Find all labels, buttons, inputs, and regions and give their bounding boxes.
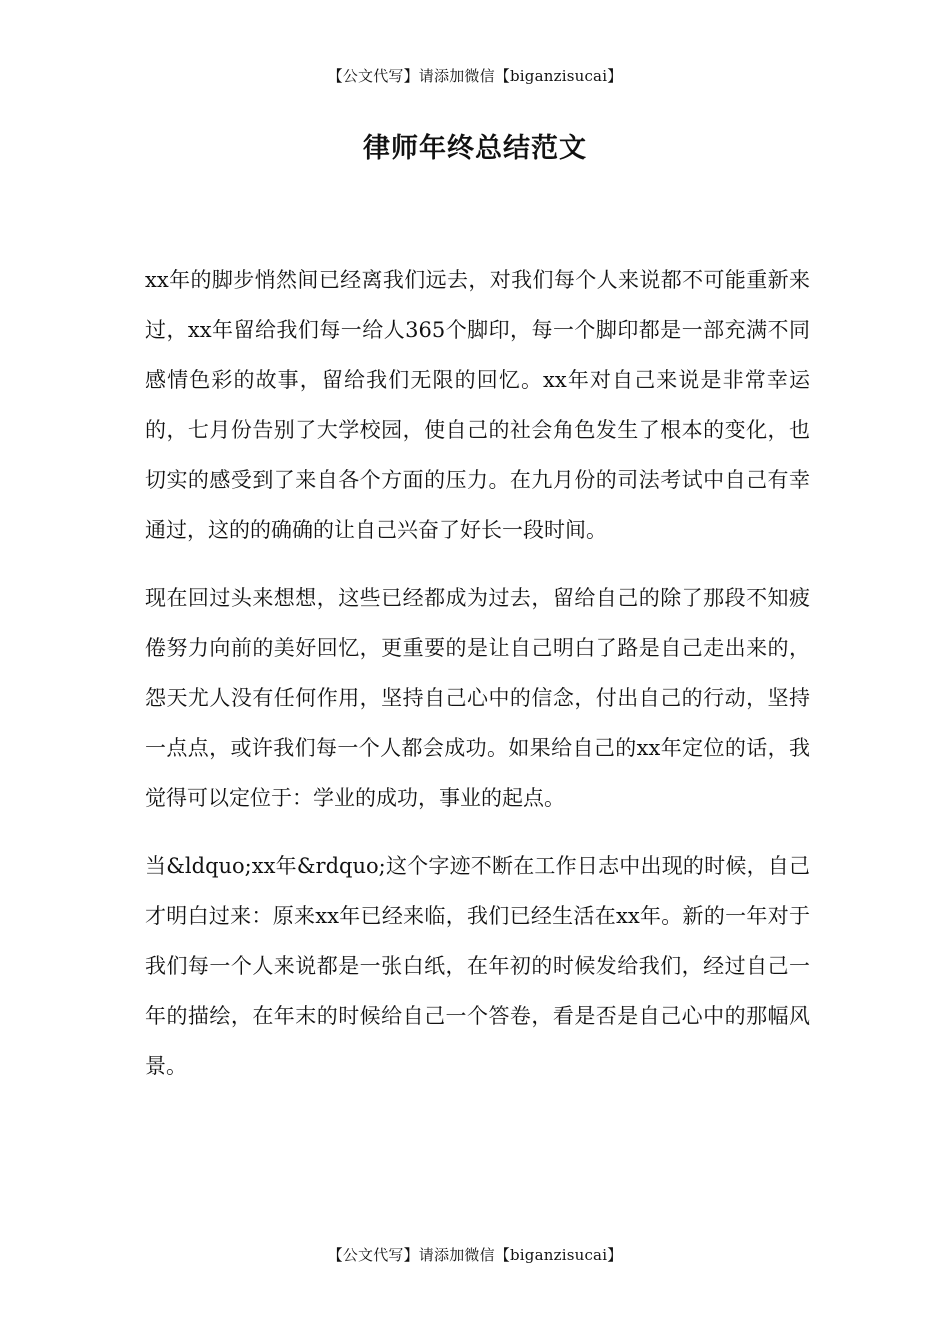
page-header: 【公文代写】请添加微信【biganzisucai】 — [327, 67, 623, 85]
page-footer: 【公文代写】请添加微信【biganzisucai】 — [327, 1246, 623, 1264]
document-body — [145, 255, 810, 1109]
paragraph-1: xx年的脚步悄然间已经离我们远去，对我们每个人来说都不可能重新来过，xx年留给我们每一给人365个脚印，每一个脚印都是一部充满不同感情色彩的故事，留给我们无限的回忆。xx年对自己来说是非常幸运的，七月份告别了大学校园，使自己的社会角色发生了根本的变化，也切实的感受到了来自各个方面的压力。在九月份的司法考试中自己有幸通过，这的的确确的让自己兴奋了好长一段时间。 — [145, 268, 810, 542]
paragraph-3: 当&ldquo;xx年&rdquo;这个字迹不断在工作日志中出现的时候，自己才明白过来：原来xx年已经来临，我们已经生活在xx年。新的一年对于我们每一个人来说都是一张白纸，在年初的时候发给我们，经过自己一年的描绘，在年末的时候给自己一个答卷，看是否是自己心中的那幅风景。 — [145, 854, 810, 1078]
paragraph-2: 现在回过头来想想，这些已经都成为过去，留给自己的除了那段不知疲倦努力向前的美好回忆，更重要的是让自己明白了路是自己走出来的，怨天尤人没有任何作用，坚持自己心中的信念，付出自己的行动，坚持一点点，或许我们每一个人都会成功。如果给自己的xx年定位的话，我觉得可以定位于：学业的成功，事业的起点。 — [145, 586, 810, 810]
document-title: 律师年终总结范文 — [363, 133, 587, 164]
